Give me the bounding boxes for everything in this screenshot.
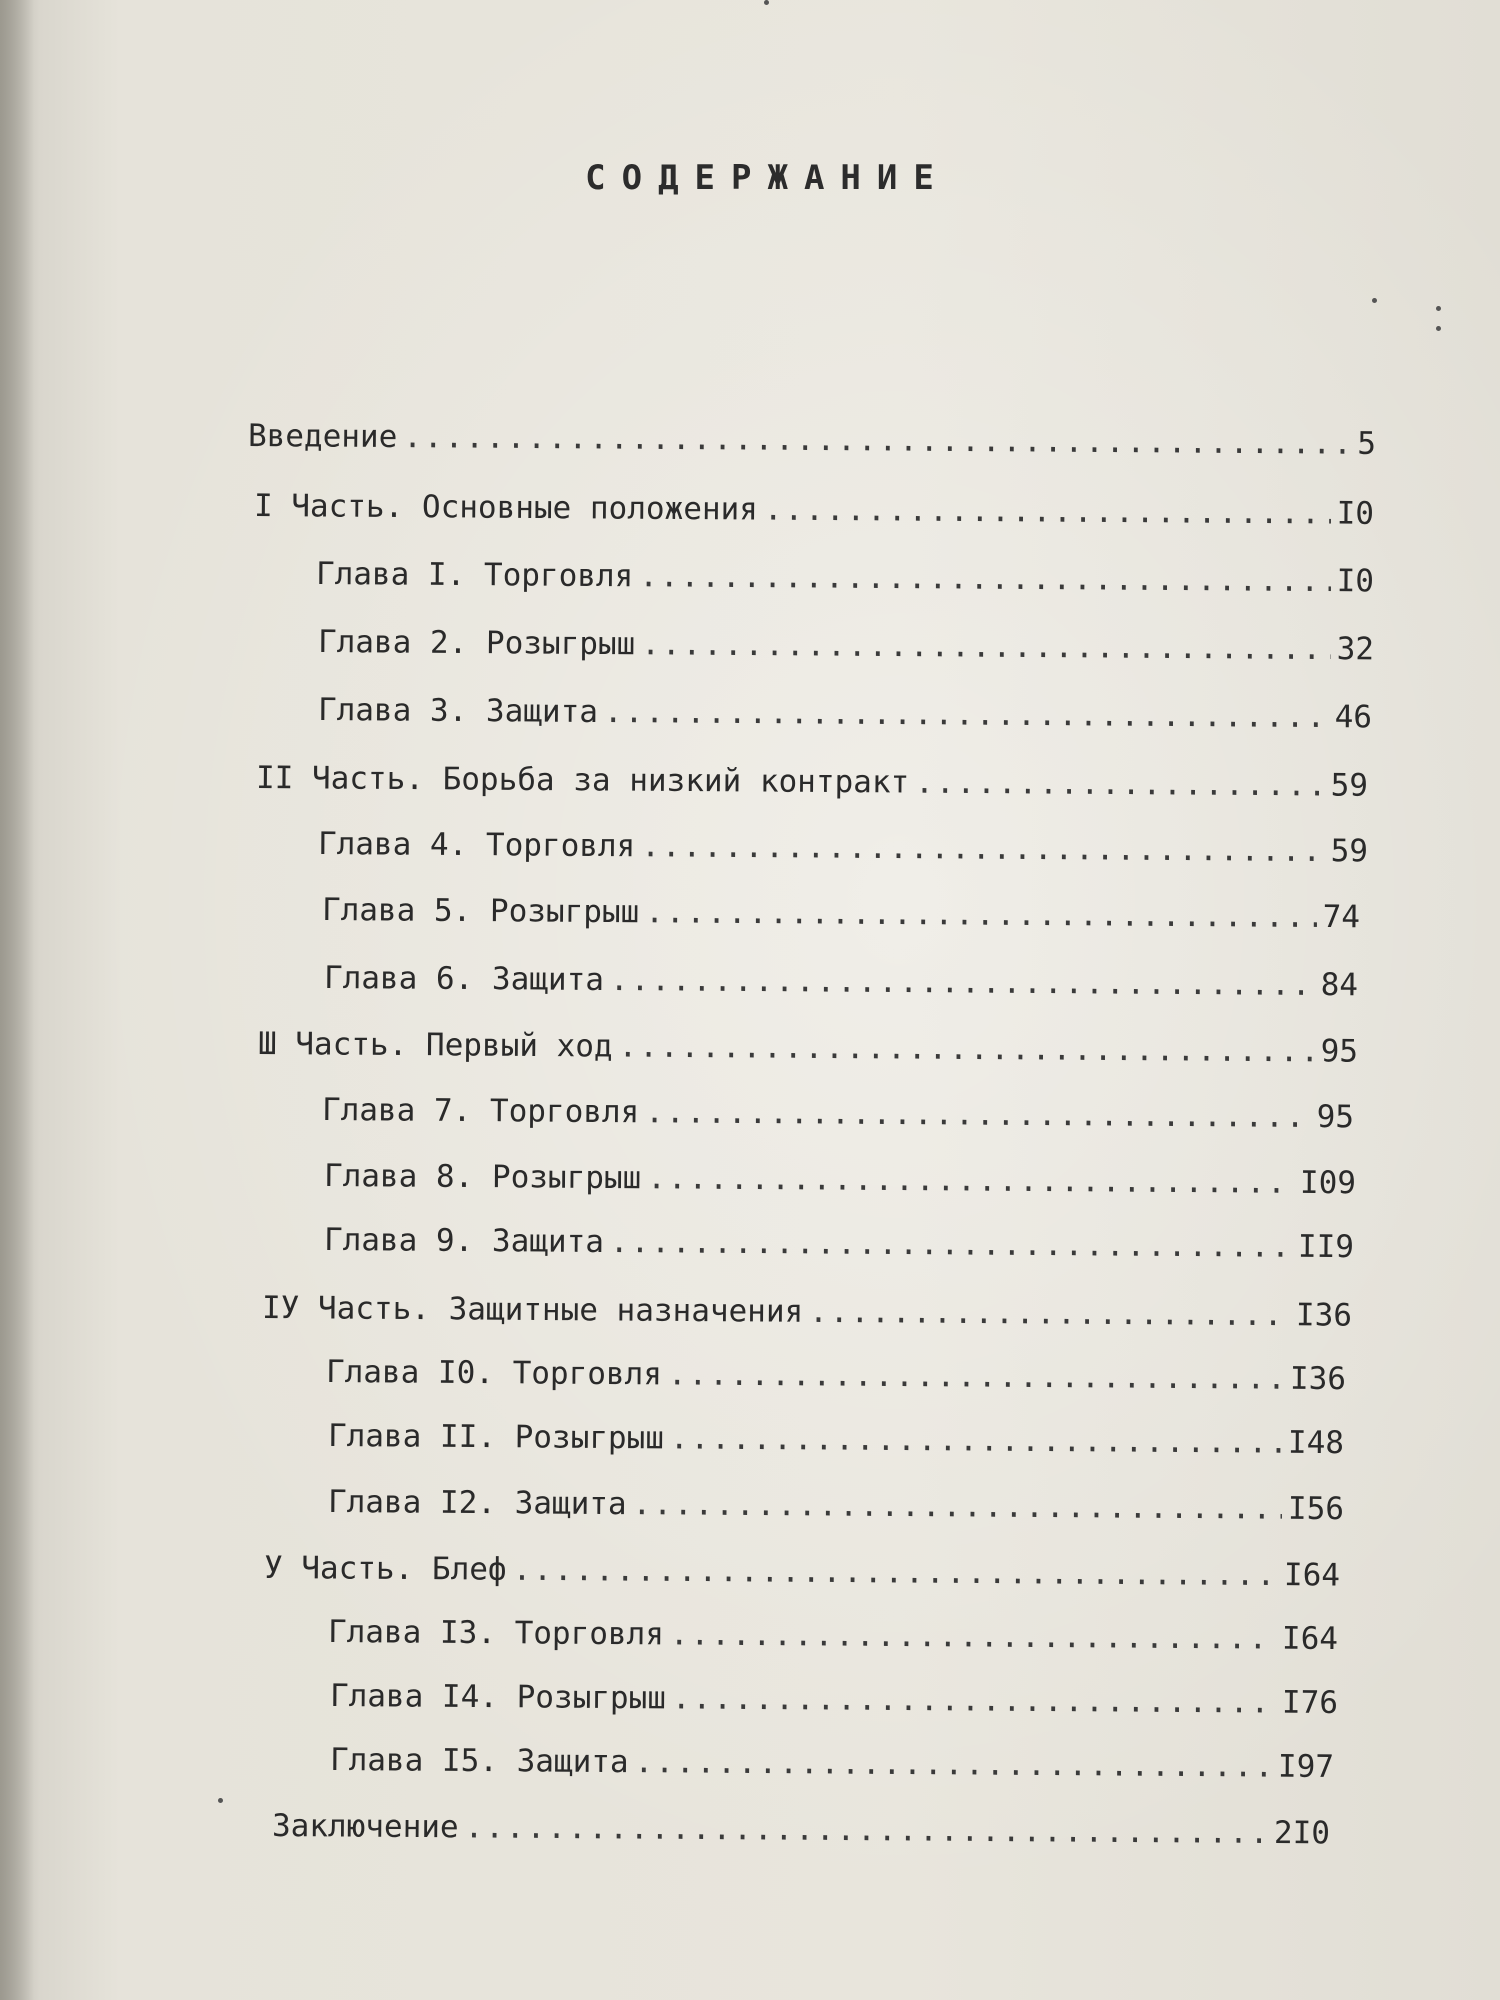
toc-entry-chapter-12 <box>328 1484 1344 1531</box>
toc-entry-chapter-13 <box>328 1614 1338 1661</box>
dot-leader <box>764 492 1331 532</box>
toc-entry-chapter-3 <box>318 692 1372 739</box>
toc-entry-page: I64 <box>1281 1620 1339 1658</box>
dot-leader <box>915 765 1325 804</box>
dot-leader <box>513 1552 1279 1593</box>
ink-speck <box>1436 326 1441 331</box>
dot-leader <box>465 1809 1269 1851</box>
toc-entry-chapter-14 <box>330 1678 1338 1725</box>
toc-entry-page: I36 <box>1295 1297 1353 1334</box>
toc-entry-chapter-1 <box>316 556 1374 603</box>
dot-leader <box>672 1680 1276 1720</box>
toc-entry-part-2 <box>256 760 1368 808</box>
toc-entry-chapter-9 <box>324 1222 1354 1269</box>
toc-entry-page: 95 <box>1320 1033 1359 1070</box>
toc-entry-label: Заключение <box>271 1808 459 1846</box>
toc-entry-page: 2I0 <box>1273 1814 1331 1852</box>
dot-leader <box>668 1356 1284 1396</box>
toc-entry-part-4 <box>262 1290 1352 1338</box>
toc-entry-label: Глава 7. Торговля <box>321 1092 640 1131</box>
ink-speck <box>1436 306 1441 311</box>
toc-entry-label: Глава I. Торговля <box>315 556 634 595</box>
toc-entry-page: I56 <box>1287 1490 1345 1528</box>
dot-leader <box>610 1224 1292 1265</box>
toc-entry-page: I64 <box>1283 1557 1341 1594</box>
dot-leader <box>645 1094 1311 1135</box>
toc-entry-page: 59 <box>1330 767 1369 804</box>
toc-entry-chapter-15 <box>330 1742 1334 1789</box>
dot-leader <box>670 1616 1276 1656</box>
toc-entry-page: I36 <box>1289 1360 1347 1398</box>
page-title: СОДЕРЖАНИЕ <box>585 158 950 198</box>
dot-leader <box>635 1744 1273 1784</box>
toc-entry-label: Глава 2. Розыгрыш <box>317 624 636 663</box>
toc-entry-page: I48 <box>1287 1424 1345 1462</box>
dot-leader <box>641 828 1325 869</box>
toc-entry-part-1 <box>254 488 1374 536</box>
toc-entry-chapter-4 <box>318 826 1368 873</box>
toc-entry-label: Глава 8. Розыгрыш <box>323 1158 642 1197</box>
dot-leader <box>809 1294 1290 1333</box>
toc-entry-page: 84 <box>1320 966 1359 1004</box>
toc-entry-label: Глава I2. Защита <box>327 1484 627 1523</box>
toc-entry-page: 59 <box>1330 833 1369 870</box>
toc-entry-label: Глава 4. Торговля <box>317 826 636 865</box>
toc-entry-chapter-8 <box>324 1158 1356 1205</box>
toc-entry-label: Введение <box>247 418 398 456</box>
toc-entry-label: Глава 6. Защита <box>323 960 605 998</box>
toc-entry-page: I0 <box>1336 495 1375 532</box>
toc-entry-page: I97 <box>1277 1748 1335 1786</box>
toc-entry-label: Глава 3. Защита <box>317 692 599 730</box>
toc-entry-label: I Часть. Основные положения <box>253 488 759 528</box>
toc-entry-label: Глава II. Розыгрыш <box>327 1418 665 1457</box>
toc-entry-page: 95 <box>1316 1098 1355 1136</box>
toc-entry-introduction <box>248 418 1376 466</box>
toc-entry-page: 46 <box>1334 699 1373 736</box>
toc-entry-label: У Часть. Блеф <box>263 1550 507 1588</box>
dot-leader <box>618 1029 1314 1070</box>
toc-entry-chapter-11 <box>328 1418 1344 1465</box>
dot-leader <box>610 962 1315 1003</box>
dot-leader <box>633 1486 1283 1527</box>
toc-entry-part-3 <box>258 1026 1358 1074</box>
toc-entry-chapter-2 <box>318 624 1374 671</box>
dot-leader <box>645 894 1317 935</box>
toc-entry-label: Глава I4. Розыгрыш <box>329 1678 667 1717</box>
toc-entry-page: 32 <box>1336 631 1375 668</box>
ink-speck <box>764 0 769 5</box>
ink-speck <box>1372 298 1377 303</box>
toc-entry-label: Глава I5. Защита <box>329 1742 629 1781</box>
toc-entry-page: 74 <box>1322 898 1361 936</box>
dot-leader <box>403 419 1351 462</box>
toc-entry-page: I09 <box>1299 1164 1357 1202</box>
toc-entry-page: I0 <box>1336 563 1375 600</box>
toc-entry-label: Глава I3. Торговля <box>327 1614 665 1653</box>
toc-entry-chapter-5 <box>322 892 1360 939</box>
toc-entry-page: 5 <box>1357 425 1377 462</box>
ink-speck <box>218 1798 223 1803</box>
toc-entry-chapter-10 <box>326 1354 1346 1401</box>
dot-leader <box>639 558 1331 599</box>
toc-entry-label: IУ Часть. Защитные назначения <box>261 1290 804 1330</box>
dot-leader <box>670 1420 1282 1460</box>
toc-entry-label: Ш Часть. Первый ход <box>257 1026 613 1065</box>
toc-entry-label: II Часть. Борьба за низкий контракт <box>255 760 910 801</box>
toc-entry-label: Глава 9. Защита <box>323 1222 605 1260</box>
toc-entry-page: I76 <box>1281 1684 1339 1722</box>
toc-entry-label: Глава I0. Торговля <box>325 1354 663 1393</box>
toc-entry-page: II9 <box>1297 1228 1355 1266</box>
toc-entry-conclusion <box>272 1808 1330 1855</box>
toc-entry-part-5 <box>264 1550 1340 1598</box>
toc-entry-chapter-7 <box>322 1092 1354 1139</box>
dot-leader <box>647 1160 1294 1201</box>
dot-leader <box>641 626 1331 667</box>
dot-leader <box>604 694 1329 735</box>
toc-entry-label: Глава 5. Розыгрыш <box>321 892 640 931</box>
toc-entry-chapter-6 <box>324 960 1358 1007</box>
